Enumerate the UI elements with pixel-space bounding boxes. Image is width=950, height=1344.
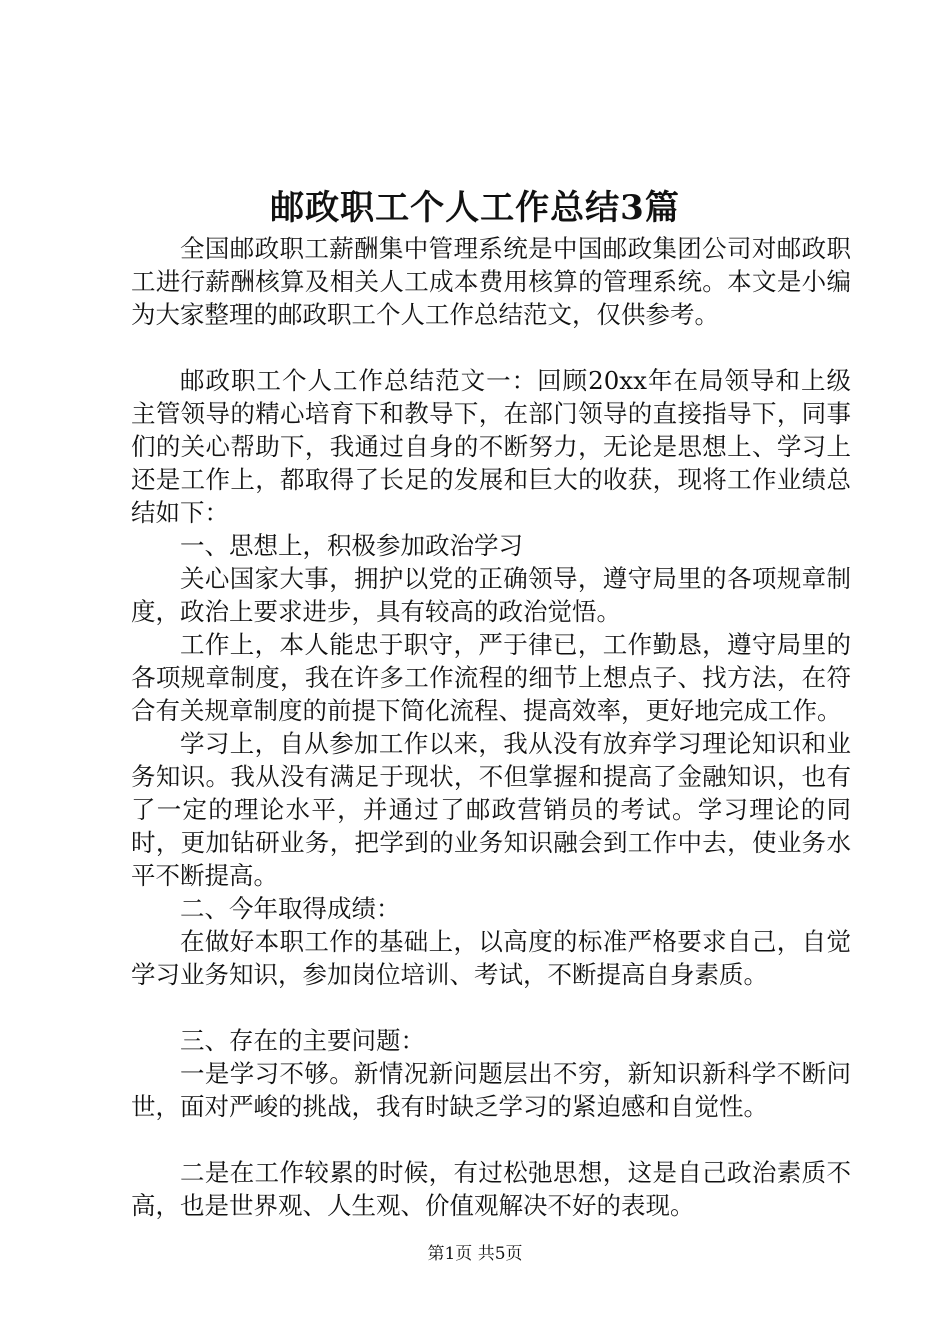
paragraph-gap xyxy=(131,331,851,364)
paragraph-work: 工作上，本人能忠于职守，严于律已，工作勤恳，遵守局里的各项规章制度，我在许多工作流程的细节上想点子、找方法，在符合有关规章制度的前提下简化流程、提高效率，更好地完成工作。 xyxy=(131,630,851,725)
section-heading-3: 三、存在的主要问题： xyxy=(180,1026,425,1055)
paragraph-gap xyxy=(131,991,851,1024)
paragraph-problem-1: 一是学习不够。新情况新问题层出不穷，新知识新科学不断问世，面对严峻的挑战，我有时缺乏学习的紧迫感和自觉性。 xyxy=(131,1059,851,1121)
paragraph-achievements: 在做好本职工作的基础上，以高度的标准严格要求自己，自觉学习业务知识，参加岗位培训、考试，不断提高自身素质。 xyxy=(131,927,851,989)
paragraph-review: 邮政职工个人工作总结范文一：回顾20xx年在局领导和上级主管领导的精心培育下和教导下，在部门领导的直接指导下，同事们的关心帮助下，我通过自身的不断努力，无论是思想上、学习上还是工作上，都取得了长足的发展和巨大的收获，现将工作业绩总结如下： xyxy=(131,366,851,527)
page-footer: 第1页 共5页 xyxy=(427,1244,523,1264)
document-body xyxy=(131,232,851,1222)
section-heading-2: 二、今年取得成绩： xyxy=(180,894,401,923)
paragraph-intro: 全国邮政职工薪酬集中管理系统是中国邮政集团公司对邮政职工进行薪酬核算及相关人工成本费用核算的管理系统。本文是小编为大家整理的邮政职工个人工作总结范文，仅供参考。 xyxy=(131,234,851,329)
paragraph-politics: 关心国家大事，拥护以党的正确领导，遵守局里的各项规章制度，政治上要求进步，具有较高的政治觉悟。 xyxy=(131,564,851,626)
document-title: 邮政职工个人工作总结3篇 xyxy=(270,188,680,228)
paragraph-gap xyxy=(131,1123,851,1156)
section-heading-1: 一、思想上，积极参加政治学习 xyxy=(180,531,523,560)
paragraph-study: 学习上，自从参加工作以来，我从没有放弃学习理论知识和业务知识。我从没有满足于现状，不但掌握和提高了金融知识，也有了一定的理论水平，并通过了邮政营销员的考试。学习理论的同时，更加钻研业务，把学到的业务知识融会到工作中去，使业务水平不断提高。 xyxy=(131,729,851,890)
paragraph-problem-2: 二是在工作较累的时候，有过松弛思想，这是自己政治素质不高，也是世界观、人生观、价值观解决不好的表现。 xyxy=(131,1158,851,1220)
